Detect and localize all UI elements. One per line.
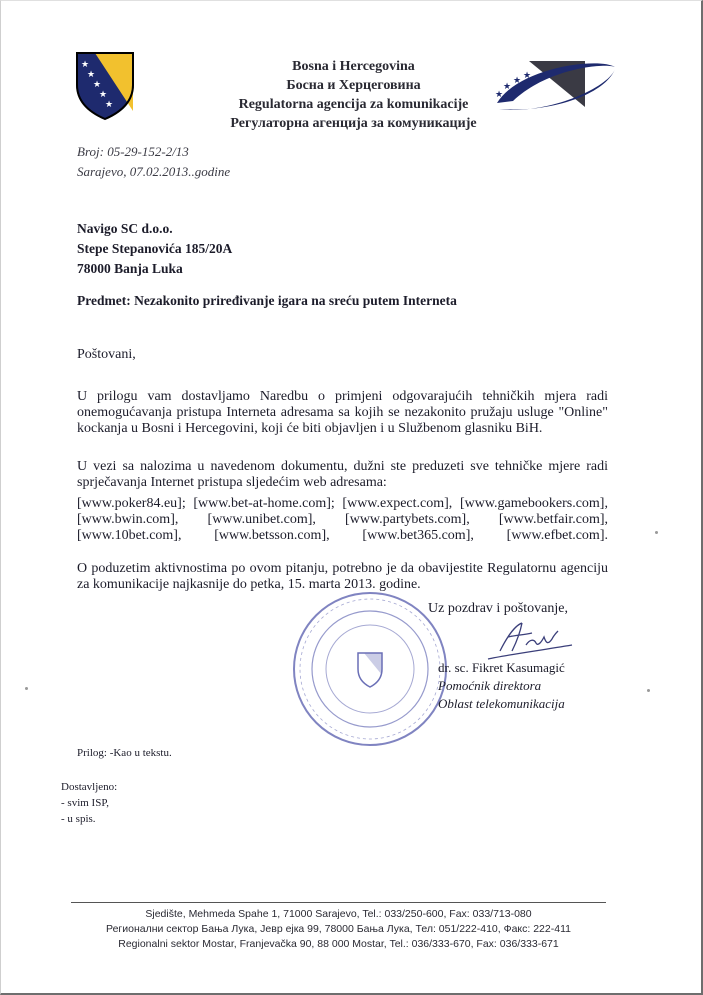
website-entry: [www.bwin.com],: [77, 512, 179, 527]
website-row: [77, 528, 608, 544]
delivery-item: - svim ISP,: [61, 797, 109, 809]
footer-line: Regionalni sektor Mostar, Franjevačka 90, 88 000 Mostar, Tel.: 036/333-670, Fax: 036/333-671: [118, 938, 559, 950]
letter-subject: Predmet: Nezakonito priređivanje igara na sreću putem Interneta: [77, 293, 457, 308]
paragraph-3: O poduzetim aktivnostima po ovom pitanju, potrebno je da obavijestite Regulatornu agenciju za komunikacije najkasnije do petka, 15. marta 2013. godine.: [77, 561, 608, 592]
svg-text:★: ★: [87, 69, 96, 79]
footer-contacts: [71, 907, 606, 952]
header-line: Босна и Херцеговина: [286, 78, 421, 93]
official-stamp-icon: [290, 589, 450, 749]
svg-text:★: ★: [503, 81, 512, 91]
website-entry: [www.bet-at-home.com];: [193, 496, 335, 511]
website-entry: [www.expect.com],: [342, 496, 453, 511]
website-entry: [www.10bet.com],: [77, 528, 182, 543]
bih-coat-of-arms-icon: [75, 51, 135, 121]
reference-block: [77, 142, 230, 182]
svg-text:★: ★: [105, 99, 114, 109]
recipient-line: Navigo SC d.o.o.: [77, 221, 173, 236]
website-entry: [www.poker84.eu];: [77, 496, 186, 511]
website-entry: [www.betfair.com],: [498, 512, 608, 527]
recipient-line: 78000 Banja Luka: [77, 261, 183, 276]
paragraph-2: U vezi sa nalozima u navedenom dokumentu, dužni ste preduzeti sve tehničke mjere radi sprječavanja Internet pristupa sljedećim web adresama:: [77, 459, 608, 490]
svg-text:★: ★: [513, 75, 522, 85]
handwritten-signature-icon: [486, 615, 576, 661]
closing-salutation: Uz pozdrav i poštovanje,: [428, 601, 568, 616]
scan-speck: [647, 689, 650, 692]
scan-speck: [655, 531, 658, 534]
paragraph-1: U prilogu vam dostavljamo Naredbu o primjeni odgovarajućih tehničkih mjera radi onemogućavanja pristupa Interneta adresama sa kojih se nezakonito pružaju usluge "Online" kockanja u Bosni i Hercegovini, koji će biti objavljen i u Službenom glasniku BiH.: [77, 389, 608, 436]
delivery-item: - u spis.: [61, 813, 96, 825]
svg-text:★: ★: [93, 79, 102, 89]
recipient-address: [77, 219, 232, 279]
website-entry: [www.bet365.com],: [362, 528, 474, 543]
footer-line: Регионални сектор Бања Лука, Јевр еjкa 99, 78000 Бања Лука, Тел: 051/222-410, Факс: 222-411: [106, 923, 571, 935]
website-row: [77, 512, 608, 528]
reference-number: Broj: 05-29-152-2/13: [77, 144, 189, 159]
svg-text:★: ★: [81, 59, 90, 69]
website-row: [77, 496, 608, 512]
agency-logo-icon: [489, 57, 621, 119]
attachment-note: Prilog: -Kao u tekstu.: [77, 747, 172, 759]
website-entry: [www.unibet.com],: [207, 512, 316, 527]
header-line: Regulatorna agencija za komunikacije: [238, 97, 469, 112]
website-entry: [www.gamebookers.com],: [459, 496, 608, 511]
signatory-title: Pomoćnik direktora: [438, 678, 542, 693]
scan-speck: [25, 687, 28, 690]
footer-line: Sjedište, Mehmeda Spahe 1, 71000 Sarajevo, Tel.: 033/250-600, Fax: 033/713-080: [145, 908, 532, 920]
website-entry: [www.betsson.com],: [214, 528, 330, 543]
svg-text:★: ★: [99, 89, 108, 99]
website-entry: [www.partybets.com],: [345, 512, 470, 527]
signatory-block: [438, 659, 565, 713]
header-line: Регулаторна агенција за комуникације: [230, 116, 477, 131]
greeting: Poštovani,: [77, 347, 136, 362]
signatory-department: Oblast telekomunikacija: [438, 696, 565, 711]
recipient-line: Stepe Stepanovića 185/20A: [77, 241, 233, 256]
svg-text:★: ★: [495, 89, 504, 99]
reference-place-date: Sarajevo, 07.02.2013..godine: [77, 164, 231, 179]
website-entry: [www.efbet.com].: [506, 528, 608, 543]
website-list: [77, 496, 608, 544]
delivery-list: [61, 779, 117, 827]
footer-divider: [71, 902, 606, 903]
header-line: Bosna i Hercegovina: [292, 59, 415, 74]
svg-text:★: ★: [523, 70, 532, 80]
signatory-name: dr. sc. Fikret Kasumagić: [438, 660, 565, 675]
delivery-label: Dostavljeno:: [61, 781, 118, 793]
